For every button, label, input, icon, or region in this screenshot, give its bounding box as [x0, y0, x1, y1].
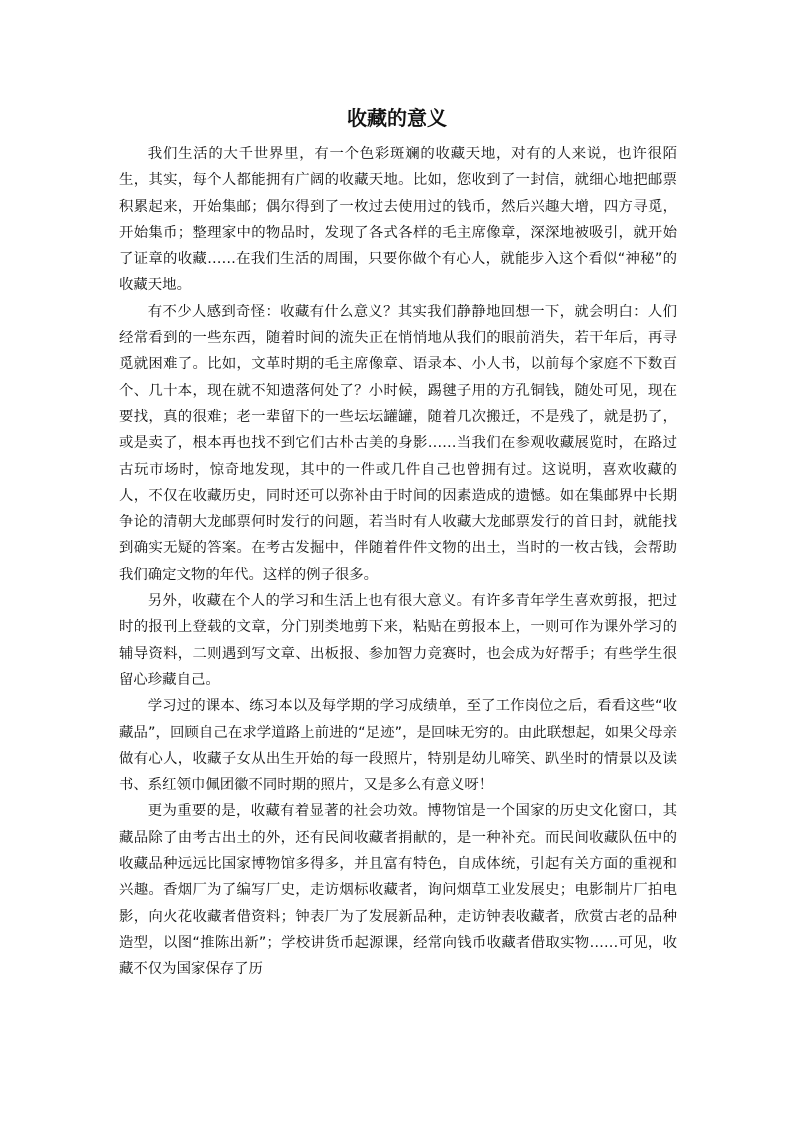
paragraph: 有不少人感到奇怪：收藏有什么意义？其实我们静静地回想一下，就会明白：人们经常看到的一些东西，随着时间的流失正在悄悄地从我们的眼前消失，若干年后，再寻觅就困难了。比如，文革时期的毛主席像章、语录本、小人书，以前每个家庭不下数百个、几十本，现在就不知遗落何处了？小时候，踢毽子用的方孔铜钱，随处可见，现在要找，真的很难；老一辈留下的一些坛坛罐罐，随着几次搬迁，不是残了，就是扔了，或是卖了，根本再也找不到它们古朴古美的身影……当我们在参观收藏展览时，在路过古玩市场时，惊奇地发现，其中的一件或几件自己也曾拥有过。这说明，喜欢收藏的人，不仅在收藏历史，同时还可以弥补由于时间的因素造成的遗憾。如在集邮界中长期争论的清朝大龙邮票何时发行的问题，若当时有人收藏大龙邮票发行的首日封，就能找到确实无疑的答案。在考古发掘中，伴随着件件文物的出土，当时的一枚古钱，会帮助我们确定文物的年代。这样的例子很多。 [119, 303, 677, 583]
paragraph: 学习过的课本、练习本以及每学期的学习成绩单，至了工作岗位之后，看看这些“收藏品”，回顾自己在求学道路上前进的“足迹”，是回味无穷的。由此联想起，如果父母亲做有心人，收藏子女从出生开始的每一段照片，特别是幼儿啼笑、趴坐时的情景以及读书、系红领巾佩团徽不同时期的照片，又是多么有意义呀！ [119, 698, 677, 794]
paragraph: 另外，收藏在个人的学习和生活上也有很大意义。有许多青年学生喜欢剪报，把过时的报刊上登载的文章，分门别类地剪下来，粘贴在剪报本上，一则可作为课外学习的辅导资料，二则遇到写文章、出板报、参加智力竞赛时，也会成为好帮手；有些学生很留心珍藏自己。 [119, 593, 677, 688]
document-body [119, 141, 677, 983]
paragraph: 更为重要的是，收藏有着显著的社会功效。博物馆是一个国家的历史文化窗口，其藏品除了由考古出土的外，还有民间收藏者捐献的，是一种补充。而民间收藏队伍中的收藏品种远远比国家博物馆多得多，并且富有特色，自成体统，引起有关方面的重视和兴趣。香烟厂为了编写厂史，走访烟标收藏者，询问烟草工业发展史；电影制片厂拍电影，向火花收藏者借资料；钟表厂为了发展新品种，走访钟表收藏者，欣赏古老的品种造型，以图“推陈出新”；学校讲货币起源课，经常向钱币收藏者借取实物……可见，收藏不仅为国家保存了历 [119, 803, 677, 978]
document-title: 收藏的意义 [347, 106, 447, 130]
paragraph: 我们生活的大千世界里，有一个色彩斑斓的收藏天地，对有的人来说，也许很陌生，其实，每个人都能拥有广阔的收藏天地。比如，您收到了一封信，就细心地把邮票积累起来，开始集邮；偶尔得到了一枚过去使用过的钱币，然后兴趣大增，四方寻觅，开始集币；整理家中的物品时，发现了各式各样的毛主席像章，深深地被吸引，就开始了证章的收藏……在我们生活的周围，只要你做个有心人，就能步入这个看似“神秘”的收藏天地。 [119, 146, 677, 294]
